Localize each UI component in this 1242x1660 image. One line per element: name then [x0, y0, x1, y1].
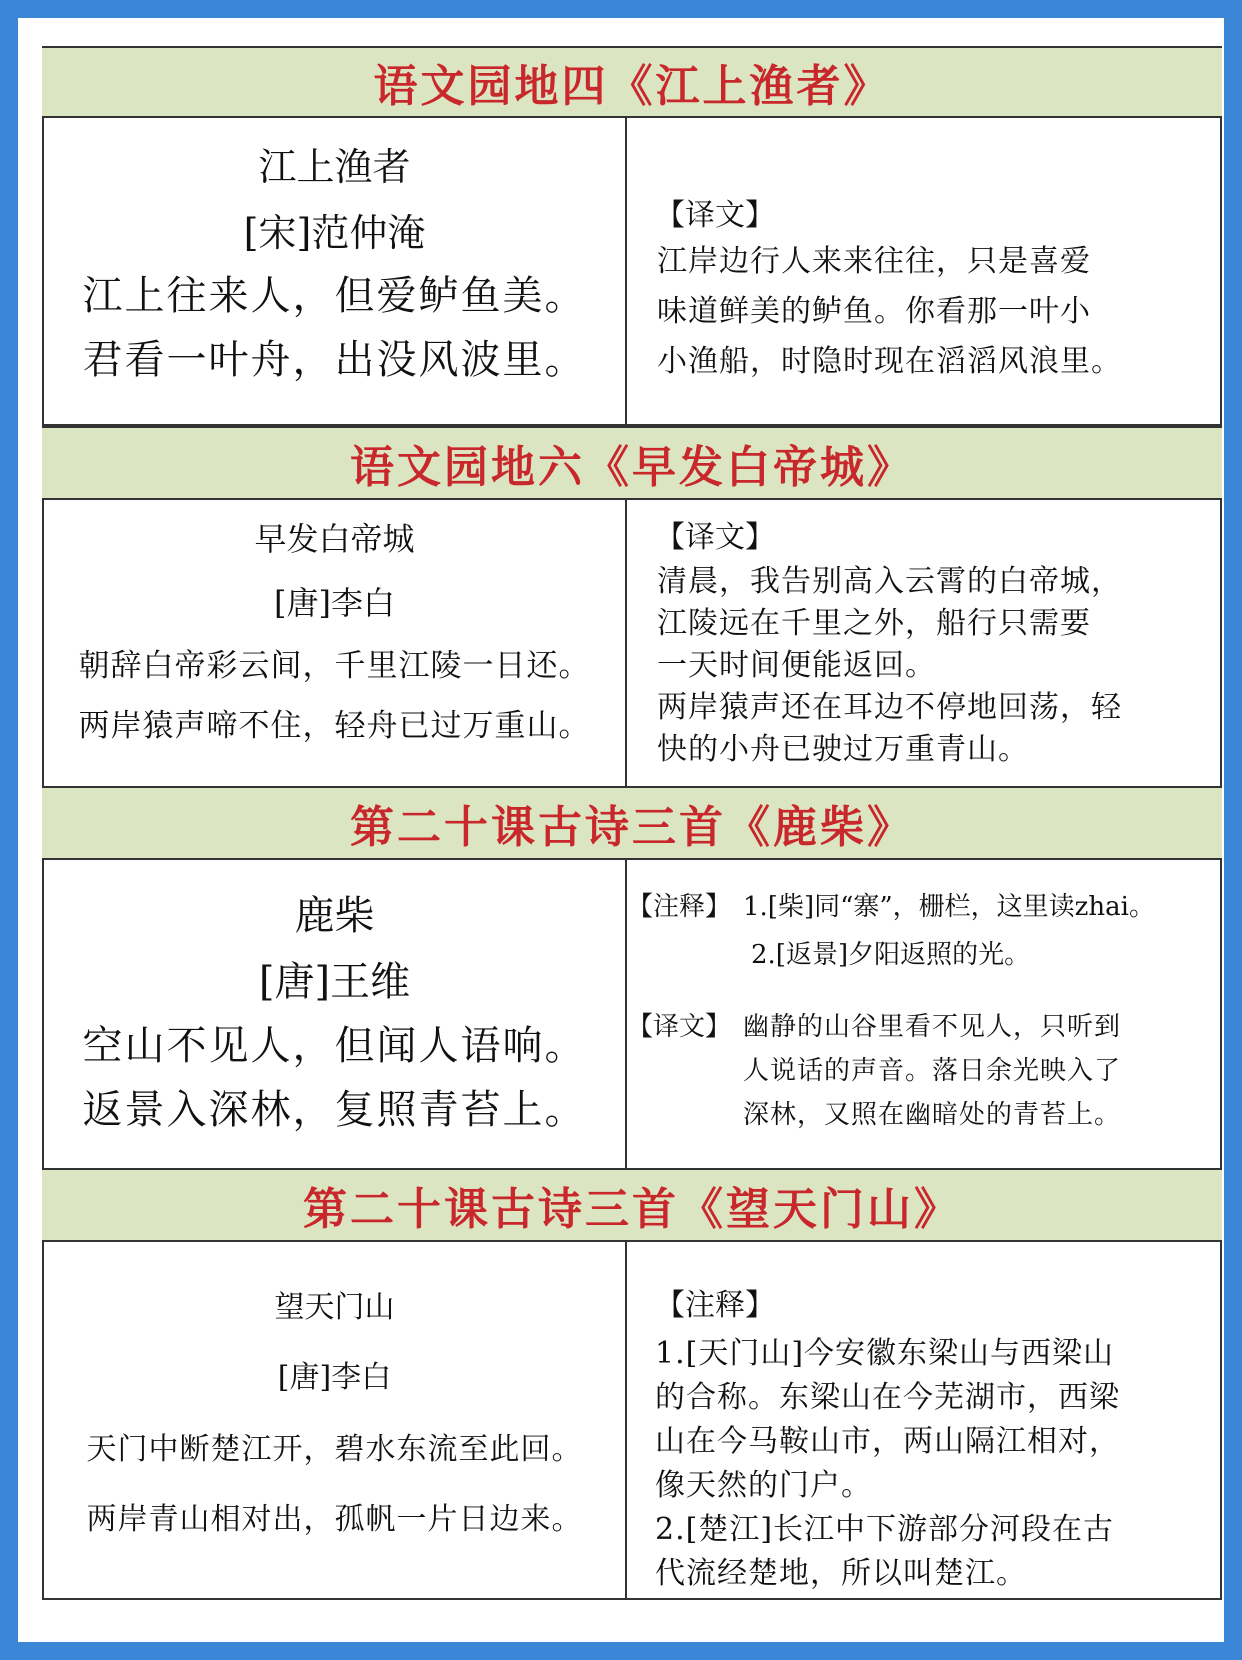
translation-label: 【译文】 — [655, 520, 775, 555]
section-header: 第二十课古诗三首《望天门山》 — [42, 1168, 1222, 1242]
section-header: 第二十课古诗三首《鹿柴》 — [42, 786, 1222, 860]
poem-title: 鹿柴 — [294, 893, 375, 939]
translation-line: 小渔船，时隐时现在滔滔风浪里。 — [657, 344, 1122, 379]
note-line: 2.[楚江]长江中下游部分河段在古 — [655, 1512, 1115, 1547]
note-line: 代流经楚地，所以叫楚江。 — [655, 1556, 1027, 1591]
translation-line: 快的小舟已驶过万重青山。 — [657, 732, 1029, 767]
section-lu-chai — [42, 786, 1222, 1168]
poem-line: 两岸猿声啼不住，轻舟已过万重山。 — [78, 708, 591, 744]
note-line: 山在今马鞍山市，两山隔江相对， — [655, 1424, 1120, 1459]
translation-line: 清晨，我告别高入云霄的白帝城， — [657, 564, 1122, 599]
poem-line: 空山不见人，但闻人语响。 — [82, 1023, 587, 1069]
poem-author: [唐]王维 — [258, 959, 411, 1005]
poem-line: 朝辞白帝彩云间，千里江陵一日还。 — [78, 648, 591, 684]
translation-line: 一天时间便能返回。 — [657, 648, 936, 683]
translation-line: 幽静的山谷里看不见人，只听到 — [743, 1012, 1122, 1042]
note-line: 1.[天门山]今安徽东梁山与西梁山 — [655, 1336, 1115, 1371]
note-line: 1.[柴]同“寨”，栅栏，这里读zhai。 — [743, 892, 1155, 922]
poem-cell — [42, 860, 627, 1168]
section-header: 语文园地四《江上渔者》 — [42, 46, 1222, 118]
translation-line: 人说话的声音。落日余光映入了 — [743, 1056, 1122, 1086]
section-zao-fa-bai-di-cheng — [42, 426, 1222, 806]
translation-cell — [625, 500, 1222, 806]
note-line: 2.[返景]夕阳返照的光。 — [751, 940, 1031, 970]
page-card — [18, 18, 1224, 1642]
poem-title: 早发白帝城 — [254, 520, 415, 558]
translation-line: 两岸猿声还在耳边不停地回荡，轻 — [657, 690, 1122, 725]
translation-line: 深林，又照在幽暗处的青苔上。 — [743, 1100, 1122, 1130]
poem-line: 天门中断楚江开，碧水东流至此回。 — [86, 1432, 583, 1467]
poem-line: 两岸青山相对出，孤帆一片日边来。 — [86, 1502, 583, 1537]
poem-cell — [42, 500, 627, 806]
section-jiang-shang-yu-zhe — [42, 46, 1222, 426]
poem-author: [唐]李白 — [277, 1360, 392, 1395]
poem-line: 君看一叶舟，出没风波里。 — [82, 337, 587, 383]
translation-label: 【译文】 — [627, 1012, 732, 1042]
section-header: 语文园地六《早发白帝城》 — [42, 426, 1222, 500]
notes-cell — [625, 860, 1222, 1168]
notes-label: 【注释】 — [655, 1288, 775, 1323]
poem-cell — [42, 118, 627, 426]
section-wang-tian-men-shan — [42, 1168, 1222, 1600]
translation-cell — [625, 118, 1222, 426]
poem-line: 江上往来人，但爱鲈鱼美。 — [82, 273, 587, 319]
note-line: 的合称。东梁山在今芜湖市，西梁 — [655, 1380, 1120, 1415]
note-line: 像天然的门户。 — [655, 1468, 872, 1503]
poem-line: 返景入深林，复照青苔上。 — [82, 1087, 587, 1133]
translation-line: 味道鲜美的鲈鱼。你看那一叶小 — [657, 294, 1091, 329]
notes-cell — [625, 1242, 1222, 1600]
translation-line: 江岸边行人来来往往，只是喜爱 — [657, 244, 1091, 279]
poem-title: 望天门山 — [274, 1290, 395, 1325]
poem-title: 江上渔者 — [258, 145, 411, 189]
poem-cell — [42, 1242, 627, 1600]
translation-label: 【译文】 — [655, 198, 775, 233]
notes-label: 【注释】 — [627, 892, 732, 922]
translation-line: 江陵远在千里之外，船行只需要 — [657, 606, 1091, 641]
poem-author: [唐]李白 — [274, 584, 395, 622]
poem-author: [宋]范仲淹 — [243, 211, 426, 255]
